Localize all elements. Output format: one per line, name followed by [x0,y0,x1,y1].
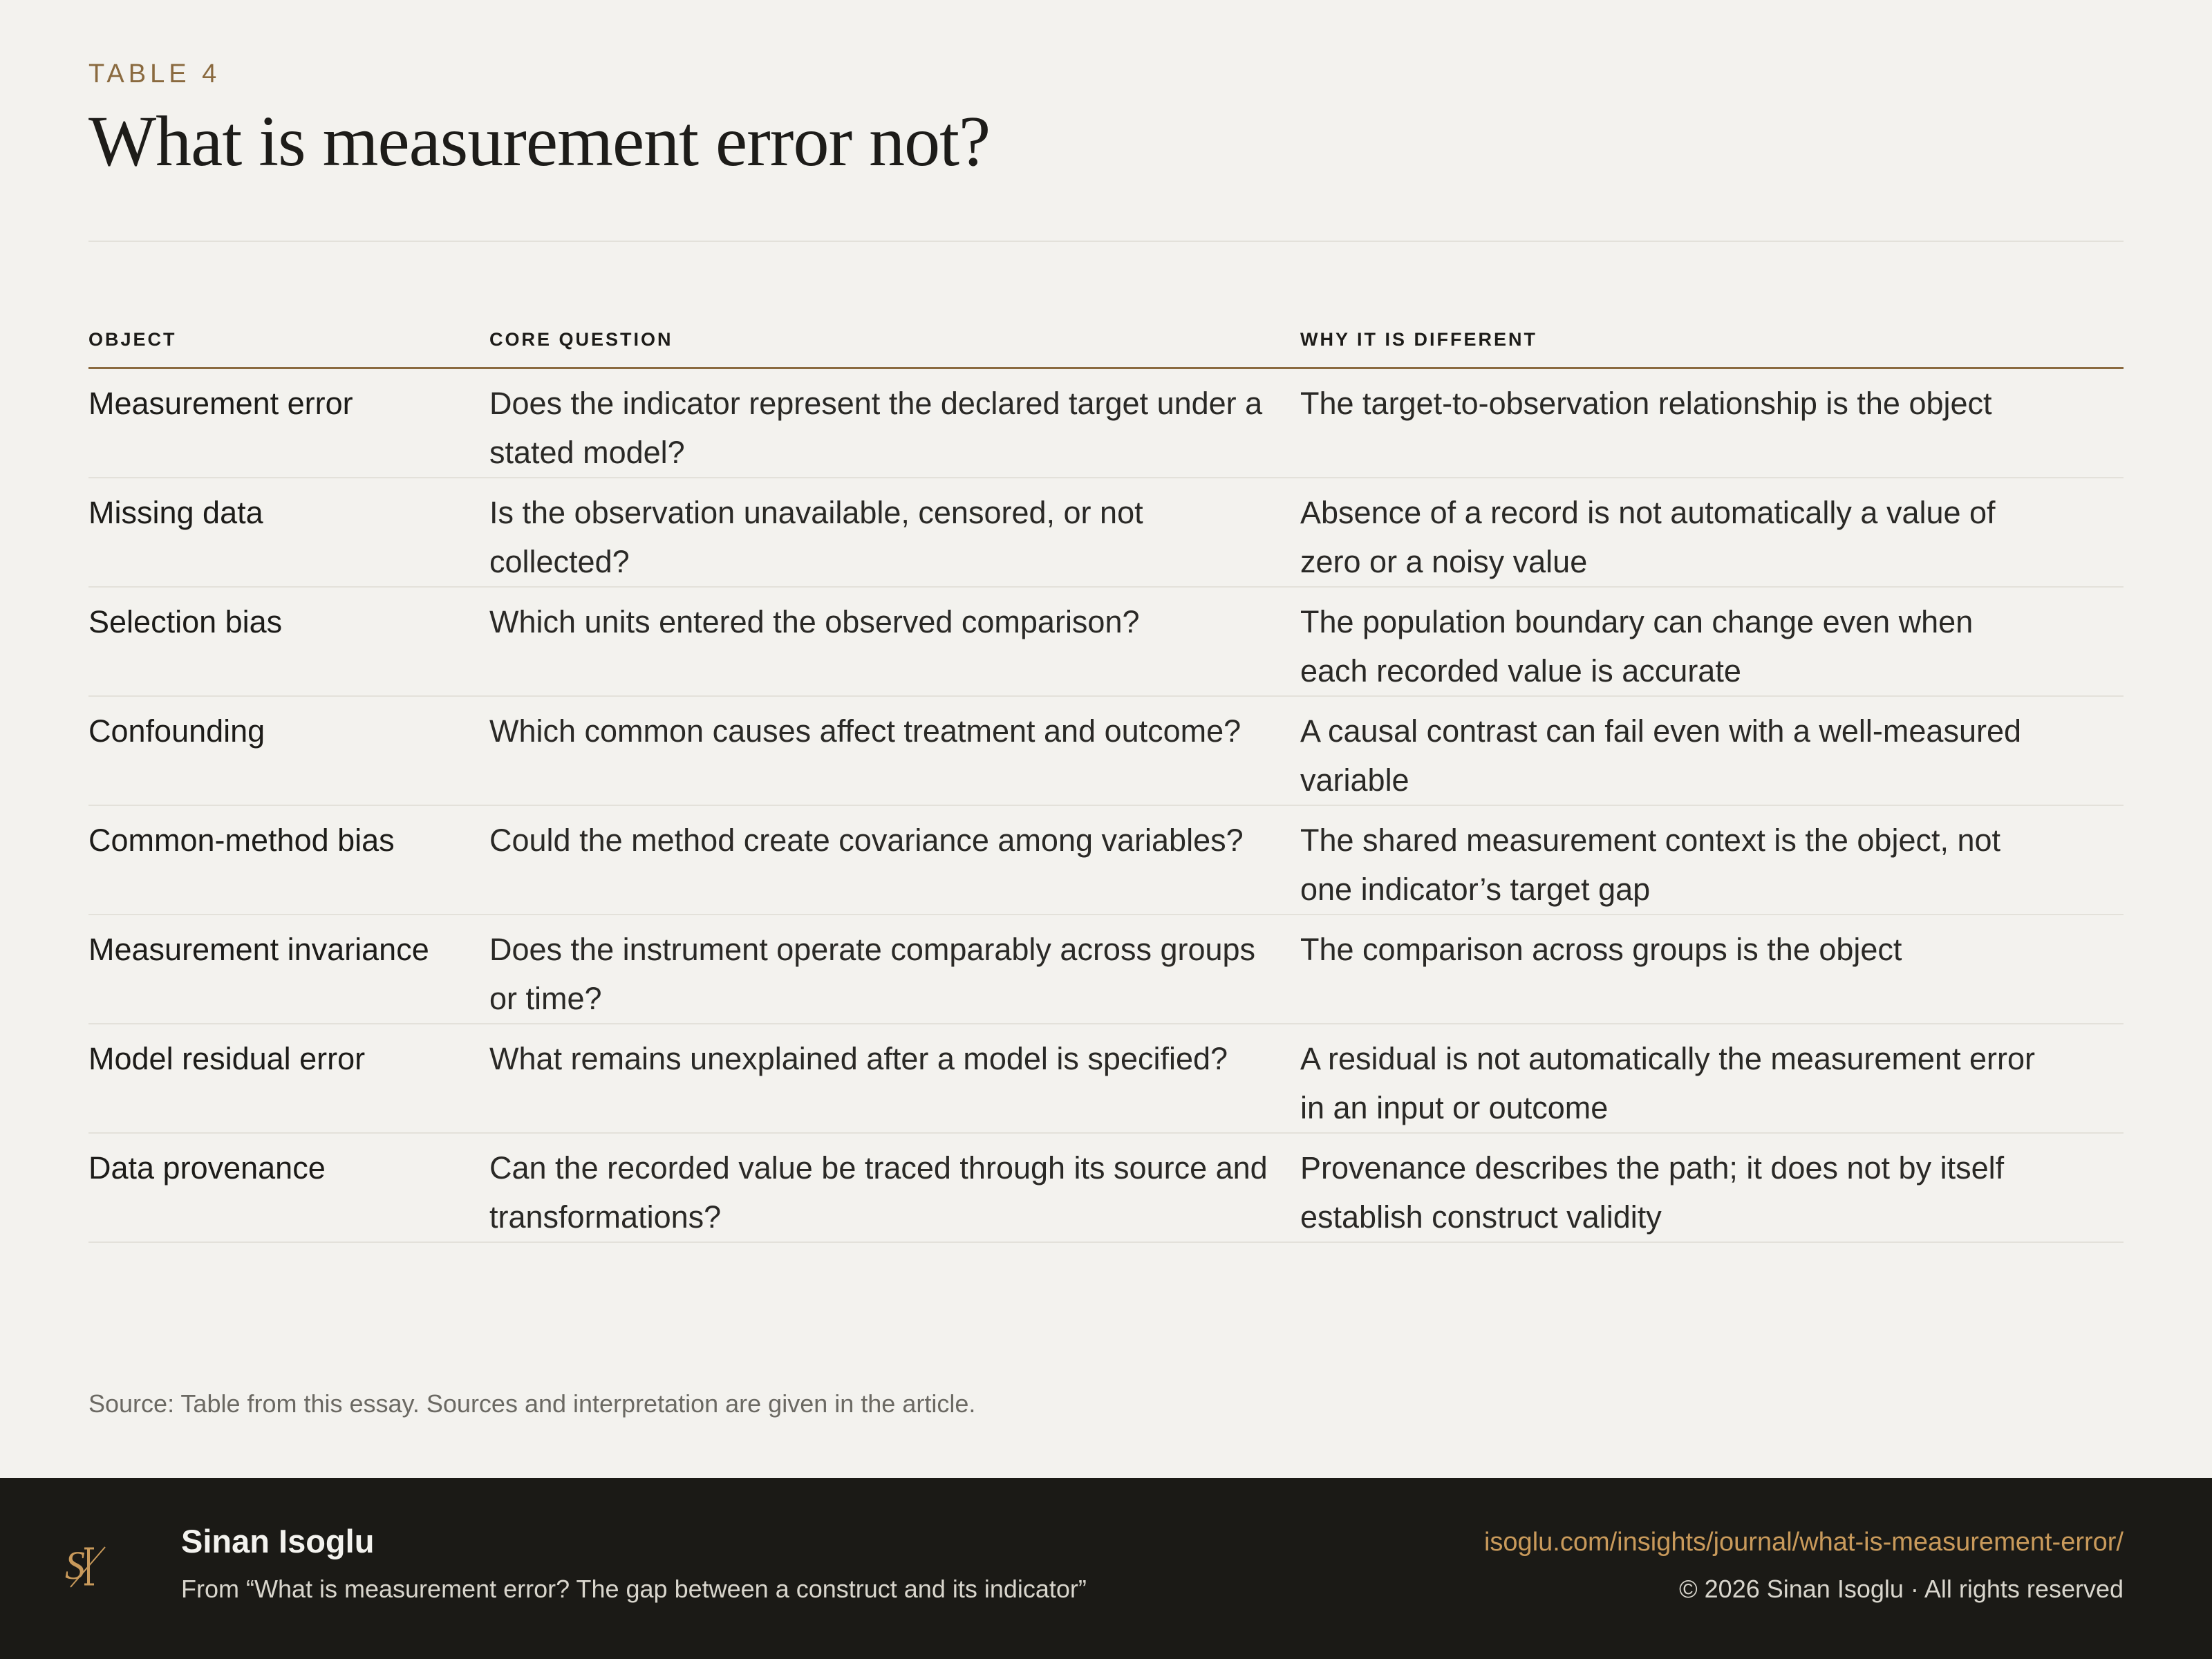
svg-text:S: S [65,1543,85,1588]
table-header-row [88,329,2124,368]
table-row [88,587,2124,696]
column-header-core-question: CORE QUESTION [489,329,1300,368]
object-cell: Model residual error [88,1024,489,1133]
core-question-cell: Does the indicator represent the declared target under a stated model? [489,368,1300,478]
title-divider [88,241,2124,242]
table-row [88,915,2124,1024]
object-cell: Missing data [88,478,489,587]
table-row [88,478,2124,587]
comparison-table [88,329,2124,1243]
author-name: Sinan Isoglu [181,1523,375,1559]
object-cell: Data provenance [88,1133,489,1242]
table-row [88,805,2124,915]
footer [0,1478,2212,1659]
monogram-logo-icon [64,1539,119,1594]
copyright-notice: © 2026 Sinan Isoglu · All rights reserved [1679,1575,2124,1603]
core-question-cell: Which common causes affect treatment and outcome? [489,696,1300,805]
difference-cell: A causal contrast can fail even with a well-measured variable [1300,696,2124,805]
article-reference: From “What is measurement error? The gap between a construct and its indicator” [181,1575,1087,1603]
column-header-object: OBJECT [88,329,489,368]
core-question-cell: Can the recorded value be traced through its source and transformations? [489,1133,1300,1242]
object-cell: Measurement invariance [88,915,489,1024]
object-cell: Selection bias [88,587,489,696]
table-row [88,696,2124,805]
difference-cell: A residual is not automatically the measurement error in an input or outcome [1300,1024,2124,1133]
difference-cell: The shared measurement context is the object, not one indicator’s target gap [1300,805,2124,915]
column-header-why-different: WHY IT IS DIFFERENT [1300,329,2124,368]
object-cell: Confounding [88,696,489,805]
object-cell: Common-method bias [88,805,489,915]
difference-cell: Provenance describes the path; it does not by itself establish construct validity [1300,1133,2124,1242]
table-row [88,368,2124,478]
table-number-label: TABLE 4 [88,59,221,88]
core-question-cell: Is the observation unavailable, censored, or not collected? [489,478,1300,587]
source-note: Source: Table from this essay. Sources and interpretation are given in the article. [88,1389,976,1418]
page-title: What is measurement error not? [88,102,991,181]
article-url-link[interactable]: isoglu.com/insights/journal/what-is-measurement-error/ [1483,1528,2124,1557]
difference-cell: Absence of a record is not automatically a value of zero or a noisy value [1300,478,2124,587]
difference-cell: The comparison across groups is the object [1300,915,2124,1024]
core-question-cell: Could the method create covariance among variables? [489,805,1300,915]
table-row [88,1133,2124,1242]
core-question-cell: Does the instrument operate comparably across groups or time? [489,915,1300,1024]
difference-cell: The target-to-observation relationship is the object [1300,368,2124,478]
difference-cell: The population boundary can change even when each recorded value is accurate [1300,587,2124,696]
object-cell: Measurement error [88,368,489,478]
core-question-cell: Which units entered the observed comparison? [489,587,1300,696]
core-question-cell: What remains unexplained after a model is specified? [489,1024,1300,1133]
table-row [88,1024,2124,1133]
